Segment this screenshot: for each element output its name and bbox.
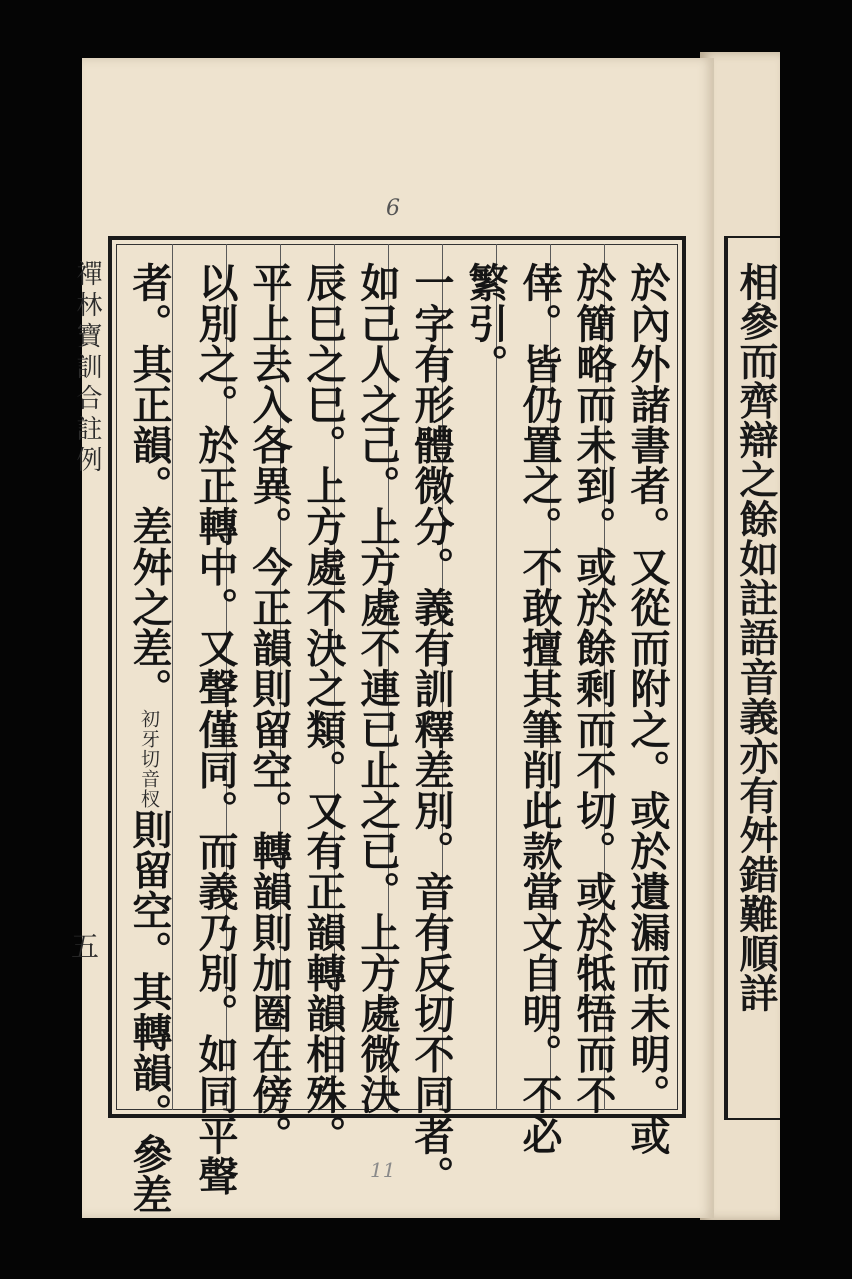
text-column-6: 如己人之己。上方處不連已止之已。上方處微決 [354,262,401,1115]
text-column-7: 辰巳之巳。上方處不決之類。又有正韻轉韻相殊。 [300,262,347,1156]
text-column-10-main: 者。其正韻。差舛之差。 [126,262,173,709]
text-column-4: 繁引。 [462,262,509,385]
text-column-9: 以別之。於正轉中。又聲僅同。而義乃別。如同平聲 [192,262,239,1196]
text-column-10 [124,262,174,1215]
text-column-10-continuation: 則留空。其轉韻。參差 [126,808,173,1215]
pencil-page-number-bottom: 11 [370,1158,396,1182]
annotation-line-1: 初牙切 [138,708,160,769]
text-column-2: 於簡略而未到。或於餘剩而不切。或於牴牾而不 [570,262,617,1115]
margin-book-title: 禪林寶訓合註例 [72,260,102,477]
pencil-page-number-top: 6 [386,196,400,221]
next-page-text: 相參而齊辯之餘如註語音義亦有舛錯難順詳 [733,262,779,1013]
text-column-1: 於內外諸書者。又從而附之。或於遺漏而未明。或 [624,262,671,1156]
margin-page-number: 五 [70,930,99,963]
text-column-5: 一字有形體微分。義有訓釋差別。音有反切不同者。 [408,262,455,1196]
annotation-line-2: 音杈 [138,768,160,809]
text-column-8: 平上去入各異。今正韻則留空。轉韻則加圈在傍。 [246,262,293,1156]
text-column-3: 倖。皆仍置之。不敢擅其筆削此款當文自明。不必 [516,262,563,1156]
interlinear-annotation [139,709,159,809]
